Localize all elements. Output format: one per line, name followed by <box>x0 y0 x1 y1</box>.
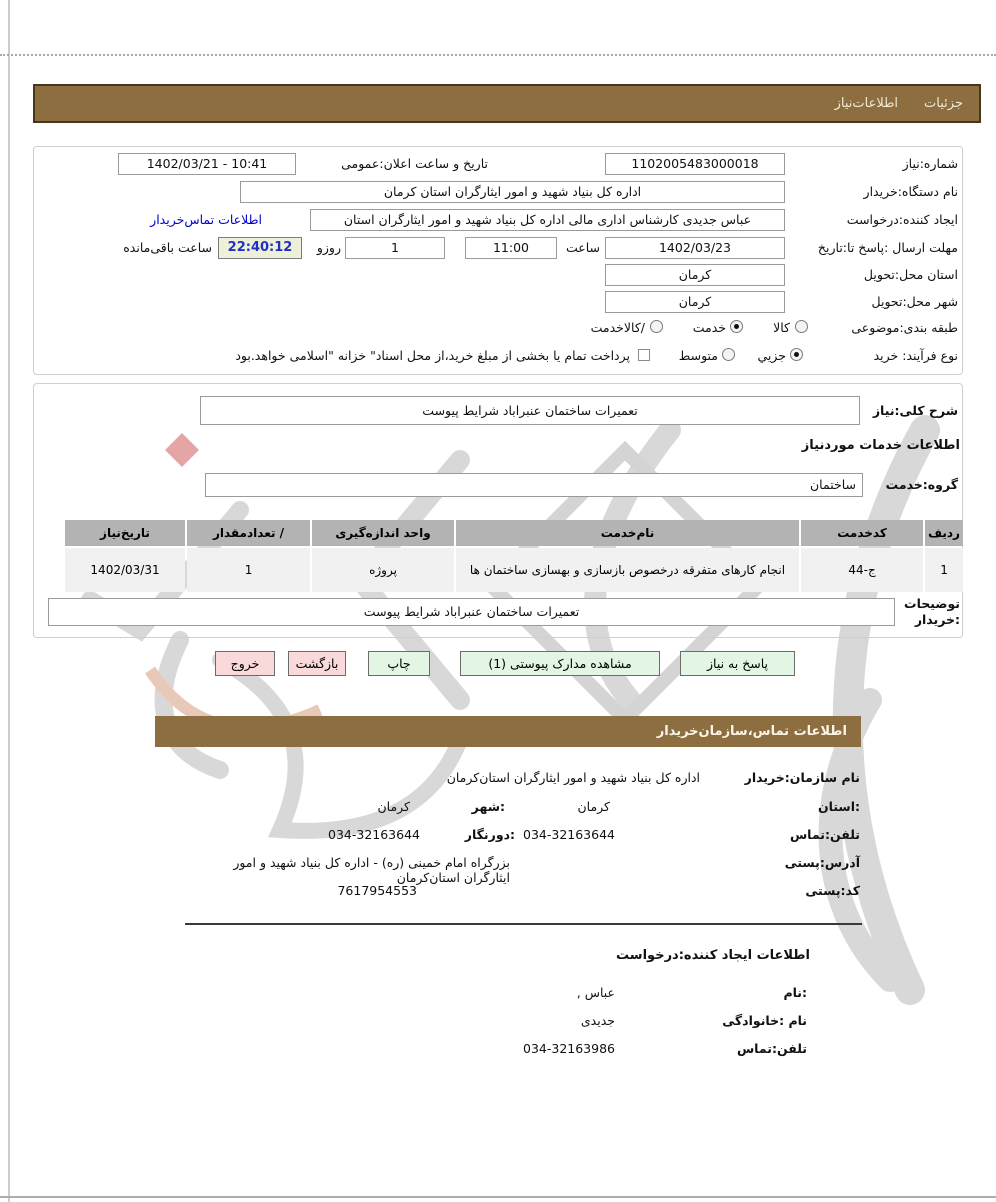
radio-medium[interactable] <box>722 348 735 361</box>
col-quantity: / تعدادمقدار <box>187 520 310 546</box>
postal-code-label: کد:پستی <box>805 883 860 898</box>
delivery-province-field[interactable]: کرمان <box>605 264 785 286</box>
creator-phone-label: تلفن:تماس <box>736 1041 807 1056</box>
need-number-field[interactable]: 1102005483000018 <box>605 153 785 175</box>
city-label: :شهر <box>471 799 505 814</box>
first-name-label: :نام <box>783 985 807 1000</box>
col-need-date: تاریخ‌نیاز <box>65 520 185 546</box>
category-label: طبقه بندی:موضوعی <box>851 320 958 335</box>
province-label: :استان <box>817 799 860 814</box>
reply-deadline-time-field[interactable]: 11:00 <box>465 237 557 259</box>
cell-service-code: ج-44 <box>801 548 923 592</box>
phone-label: تلفن:تماس <box>789 827 860 842</box>
exit-button[interactable]: خروج <box>215 651 275 676</box>
request-creator-label: ایجاد کننده:درخواست <box>846 212 958 227</box>
buyer-contact-link[interactable]: اطلاعات تماس‌خریدار <box>150 212 262 227</box>
buyer-notes-label <box>898 596 960 628</box>
city-value: کرمان <box>377 799 410 814</box>
days-field[interactable]: 1 <box>345 237 445 259</box>
top-dotted-divider <box>0 54 996 56</box>
radio-goods-label: کالا <box>773 320 790 335</box>
cell-unit: پروژه <box>312 548 454 592</box>
radio-service[interactable] <box>730 320 743 333</box>
hour-label: ساعت <box>565 240 600 255</box>
col-service-code: کدخدمت <box>801 520 923 546</box>
days-label: روزو <box>316 240 341 255</box>
creator-phone-value: 034-32163986 <box>523 1041 615 1056</box>
buyer-org-field[interactable]: اداره کل بنیاد شهید و امور ایثارگران استان کرمان <box>240 181 785 203</box>
delivery-city-label: شهر محل:تحویل <box>871 294 958 309</box>
treasury-checkbox[interactable] <box>638 349 650 361</box>
col-unit: واحد اندازه‌گیری <box>312 520 454 546</box>
cell-need-date: 1402/03/31 <box>65 548 185 592</box>
radio-goods-service[interactable] <box>650 320 663 333</box>
delivery-province-label: استان محل:تحویل <box>863 267 958 282</box>
tab-details[interactable]: جزئیات <box>924 96 963 111</box>
phone-value: 034-32163644 <box>523 827 615 842</box>
last-name-value: جدیدی <box>580 1013 615 1028</box>
fax-value: 034-32163644 <box>328 827 420 842</box>
section-divider <box>185 923 862 925</box>
postal-code-value: 7617954553 <box>337 883 417 898</box>
buyer-contact-header: اطلاعات تماس،سازمان‌خریدار <box>155 716 861 747</box>
request-creator-field[interactable]: عباس جدیدی کارشناس اداری مالی اداره کل بنیاد شهید و امور ایثارگران استان <box>310 209 785 231</box>
postal-address-value: بزرگراه امام خمینی (ره) - اداره کل بنیاد شهید و امور ایثارگران استان‌کرمان <box>233 855 510 885</box>
services-heading: اطلاعات خدمات موردنیاز <box>801 438 960 453</box>
window-bottom-border <box>0 1196 996 1198</box>
need-number-label: شماره:نیاز <box>902 156 958 171</box>
radio-medium-label: متوسط <box>678 348 718 363</box>
reply-deadline-label: مهلت ارسال :پاسخ تا:تاریخ <box>817 240 958 255</box>
service-table-row <box>63 548 963 592</box>
announce-datetime-label: تاریخ و ساعت اعلان:عمومی <box>341 156 488 171</box>
announce-datetime-field[interactable]: 1402/03/21 - 10:41 <box>118 153 296 175</box>
process-type-label: نوع فرآیند: خرید <box>873 348 958 363</box>
last-name-label: نام :خانوادگی <box>722 1013 807 1028</box>
cell-service-name: انجام کارهای متفرقه درخصوص بازسازی و بهسازی ساختمان ها <box>456 548 799 592</box>
remaining-hours-label: ساعت باقی‌مانده <box>123 240 212 255</box>
radio-service-label: خدمت <box>692 320 726 335</box>
service-group-label: گروه:خدمت <box>885 477 958 492</box>
need-description-label: شرح کلی:نیاز <box>872 403 958 418</box>
col-service-name: نام‌خدمت <box>456 520 799 546</box>
buyer-notes-label-line1: توضیحات <box>904 596 960 611</box>
buyer-notes-field[interactable]: تعمیرات ساختمان عنبراباد شرایط پیوست <box>48 598 895 626</box>
tab-need-info[interactable]: اطلاعات‌نیاز <box>834 96 899 111</box>
window-left-border <box>8 0 10 1202</box>
view-attached-docs-button[interactable]: مشاهده مدارک پیوستی (1) <box>460 651 660 676</box>
reply-deadline-date-field[interactable]: 1402/03/23 <box>605 237 785 259</box>
first-name-value: عباس , <box>576 985 615 1000</box>
org-name-label: نام سازمان:خریدار <box>744 770 860 785</box>
countdown-timer: 22:40:12 <box>218 237 302 259</box>
province-value: کرمان <box>577 799 610 814</box>
delivery-city-field[interactable]: کرمان <box>605 291 785 313</box>
print-button[interactable]: چاپ <box>368 651 430 676</box>
cell-row-number: 1 <box>925 548 963 592</box>
buyer-notes-label-line2: :خریدار <box>914 612 960 627</box>
cell-quantity: 1 <box>187 548 310 592</box>
radio-minor[interactable] <box>790 348 803 361</box>
org-name-value: اداره کل بنیاد شهید و امور ایثارگران استان‌کرمان <box>446 770 700 785</box>
radio-goods-service-label: /کالاخدمت <box>590 320 645 335</box>
radio-minor-label: جزیي <box>757 348 786 363</box>
service-group-field[interactable]: ساختمان <box>205 473 863 497</box>
radio-goods[interactable] <box>795 320 808 333</box>
top-tab-bar <box>33 84 981 123</box>
service-table-header <box>63 520 963 546</box>
postal-address-label: آدرس:پستی <box>784 855 860 870</box>
request-creator-heading: اطلاعات ایجاد کننده:درخواست <box>616 948 810 963</box>
treasury-checkbox-label: پرداخت تمام یا بخشی از مبلغ خرید،از محل اسناد" خزانه "اسلامی خواهد.بود <box>235 348 630 363</box>
answer-need-button[interactable]: پاسخ به نیاز <box>680 651 795 676</box>
need-description-field[interactable]: تعمیرات ساختمان عنبراباد شرایط پیوست <box>200 396 860 425</box>
back-button[interactable]: بازگشت <box>288 651 346 676</box>
fax-label: :دورنگار <box>464 827 515 842</box>
col-row-number: ردیف <box>925 520 963 546</box>
buyer-org-label: نام دستگاه:خریدار <box>863 184 958 199</box>
